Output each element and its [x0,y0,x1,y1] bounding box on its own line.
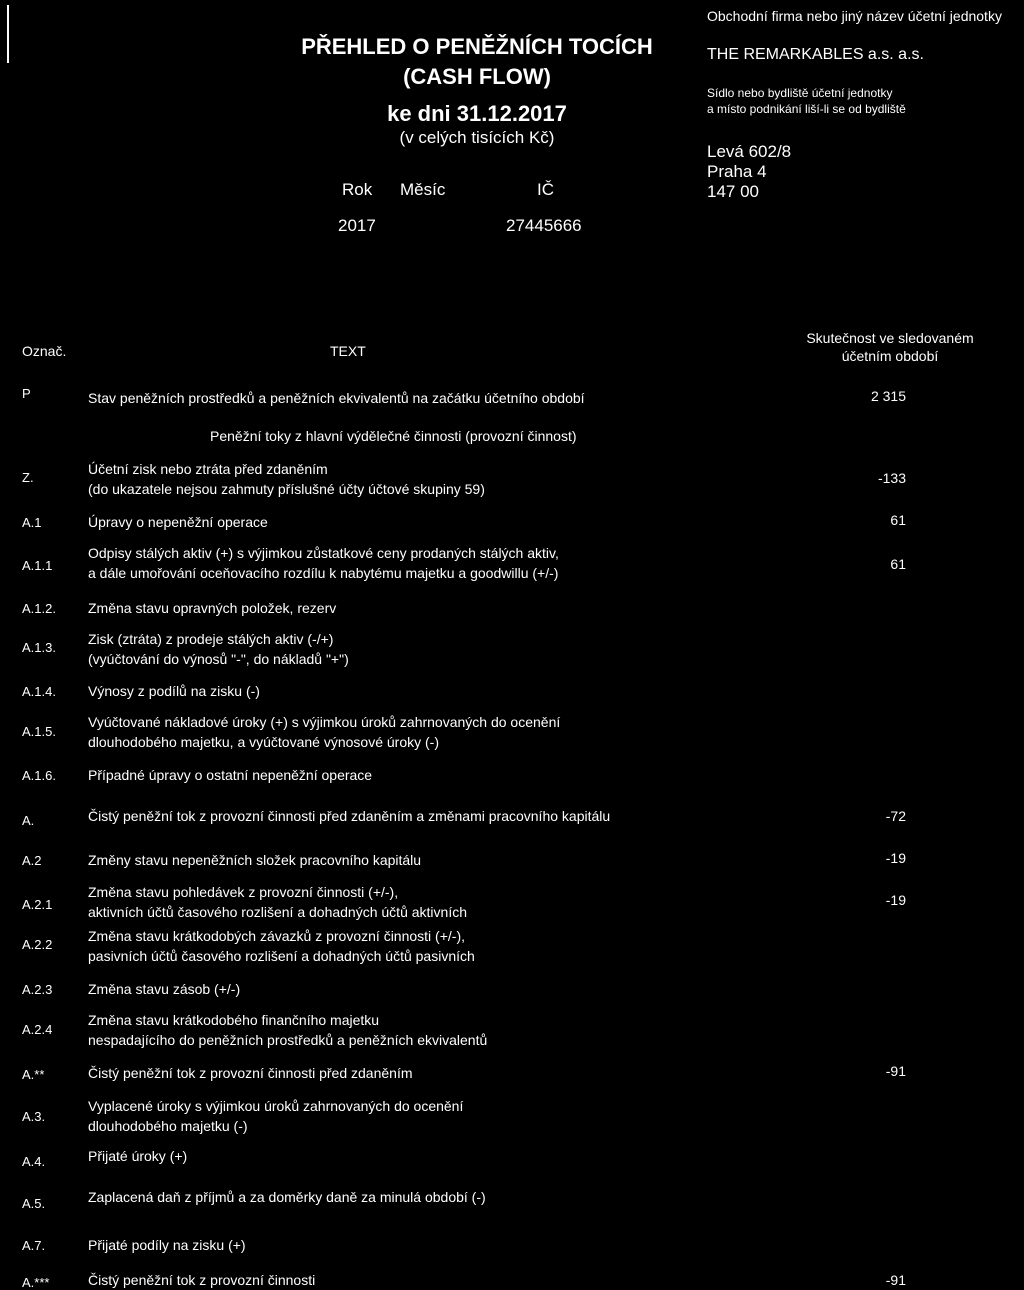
row-code: Z. [22,470,34,485]
row-text-line1: Změna stavu pohledávek z provozní činnosti (+/-), [88,884,399,900]
row-text-line1: Odpisy stálých aktiv (+) s výjimkou zůstatkové ceny prodaných stálých aktiv, [88,545,559,561]
row-code: A.1 [22,515,42,530]
table-header-value-line2: účetním období [841,348,939,364]
section-operating-heading: Peněžní toky z hlavní výdělečné činnosti (provozní činnost) [210,428,577,444]
table-header-text: TEXT [330,343,366,359]
report-title-line2: (CASH FLOW) [403,64,551,89]
address-line2: Praha 4 [707,162,767,181]
row-value: 61 [890,556,906,572]
row-value: -91 [885,1063,906,1079]
row-code: A.3. [22,1109,46,1124]
row-text: Čistý peněžní tok z provozní činnosti před zdaněním [88,1065,413,1081]
row-code: A.2.2 [22,937,53,952]
row-value: 61 [890,512,906,528]
row-code: A.2.1 [22,897,53,912]
row-code: A.2.4 [22,1022,53,1037]
row-value: -72 [885,808,906,824]
row-value: -91 [885,1272,906,1288]
row-text-line2: (do ukazatele nejsou zahmuty příslušné účty účtové skupiny 59) [88,481,485,497]
row-text-line1: Účetní zisk nebo ztráta před zdaněním [88,461,328,477]
col-mesic-label: Měsíc [400,180,446,199]
seat-label-line2: a místo podnikání liší-li se od bydliště [707,102,906,116]
row-text: Čistý peněžní tok z provozní činnosti před zdaněním a změnami pracovního kapitálu [88,808,611,824]
row-text-line2: (vyúčtování do výnosů "-", do nákladů "+") [88,651,349,667]
row-text-line1: Vyplacené úroky s výjimkou úroků zahrnovaných do ocenění [88,1098,464,1114]
row-code: A.*** [22,1275,50,1290]
report-date: ke dni 31.12.2017 [387,101,567,126]
ic-value: 27445666 [506,216,582,235]
row-text-line2: nespadajícího do peněžních prostředků a peněžních ekvivalentů [88,1032,488,1048]
row-text-line2: dlouhodobého majetku, a vyúčtované výnosové úroky (-) [88,734,439,750]
row-value: -19 [885,892,906,908]
row-code: A. [22,813,35,828]
col-ic-label: IČ [537,180,554,199]
row-code: A.** [22,1067,45,1082]
row-text: Zaplacená daň z příjmů a za doměrky daně za minulá období (-) [88,1189,486,1205]
row-text-line1: Zisk (ztráta) z prodeje stálých aktiv (-/+) [88,631,334,647]
row-code: A.5. [22,1196,46,1211]
row-code: A.2 [22,853,42,868]
row-code: A.2.3 [22,982,53,997]
table-header-value-line1: Skutečnost ve sledovaném [806,330,974,346]
report-title-line1: PŘEHLED O PENĚŽNÍCH TOCÍCH [301,34,653,59]
row-value: -19 [885,850,906,866]
firm-label: Obchodní firma nebo jiný název účetní jednotky [707,8,1002,24]
col-rok-label: Rok [342,180,373,199]
row-code: A.1.1 [22,558,53,573]
row-code: A.1.4. [22,684,56,699]
row-text: Výnosy z podílů na zisku (-) [88,683,260,699]
row-text: Změny stavu nepeněžních složek pracovního kapitálu [88,852,422,868]
row-text-line2: a dále umořování oceňovacího rozdílu k nabytému majetku a goodwillu (+/-) [88,565,559,581]
row-text: Změna stavu opravných položek, rezerv [88,600,337,616]
row-code: A.1.2. [22,601,56,616]
table-header-code: Označ. [22,343,67,359]
report-units: (v celých tisících Kč) [399,128,555,147]
row-text: Změna stavu zásob (+/-) [88,981,241,997]
row-text-line1: Vyúčtované nákladové úroky (+) s výjimkou úroků zahrnovaných do ocenění [88,714,561,730]
row-text-line2: aktivních účtů časového rozlišení a dohadných účtů aktivních [88,904,467,920]
row-code: A.4. [22,1154,46,1169]
rok-value: 2017 [338,216,376,235]
row-code: A.1.3. [22,640,56,655]
row-text: Stav peněžních prostředků a peněžních ekvivalentů na začátku účetního období [88,390,585,406]
seat-label-line1: Sídlo nebo bydliště účetní jednotky [707,86,893,100]
row-text: Přijaté podíly na zisku (+) [88,1237,246,1253]
row-code: A.7. [22,1238,46,1253]
row-text-line2: pasivních účtů časového rozlišení a dohadných účtů pasivních [88,948,475,964]
row-text: Úpravy o nepeněžní operace [88,514,268,530]
row-text: Čistý peněžní tok z provozní činnosti [88,1272,316,1288]
row-text-line1: Změna stavu krátkodobých závazků z provozní činnosti (+/-), [88,928,465,944]
row-code: A.1.5. [22,724,56,739]
row-text-line2: dlouhodobého majetku (-) [88,1118,248,1134]
row-text: Případné úpravy o ostatní nepeněžní operace [88,767,373,783]
address-line3: 147 00 [707,182,759,201]
row-code: A.1.6. [22,768,56,783]
row-code: P [22,386,31,401]
row-value: -133 [877,470,906,486]
row-text-line1: Změna stavu krátkodobého finančního majetku [88,1012,380,1028]
row-value: 2 315 [870,388,906,404]
row-text: Přijaté úroky (+) [88,1148,188,1164]
firm-name: THE REMARKABLES a.s. a.s. [707,46,924,63]
address-line1: Levá 602/8 [707,142,792,161]
scan-edge-mark [7,5,9,63]
